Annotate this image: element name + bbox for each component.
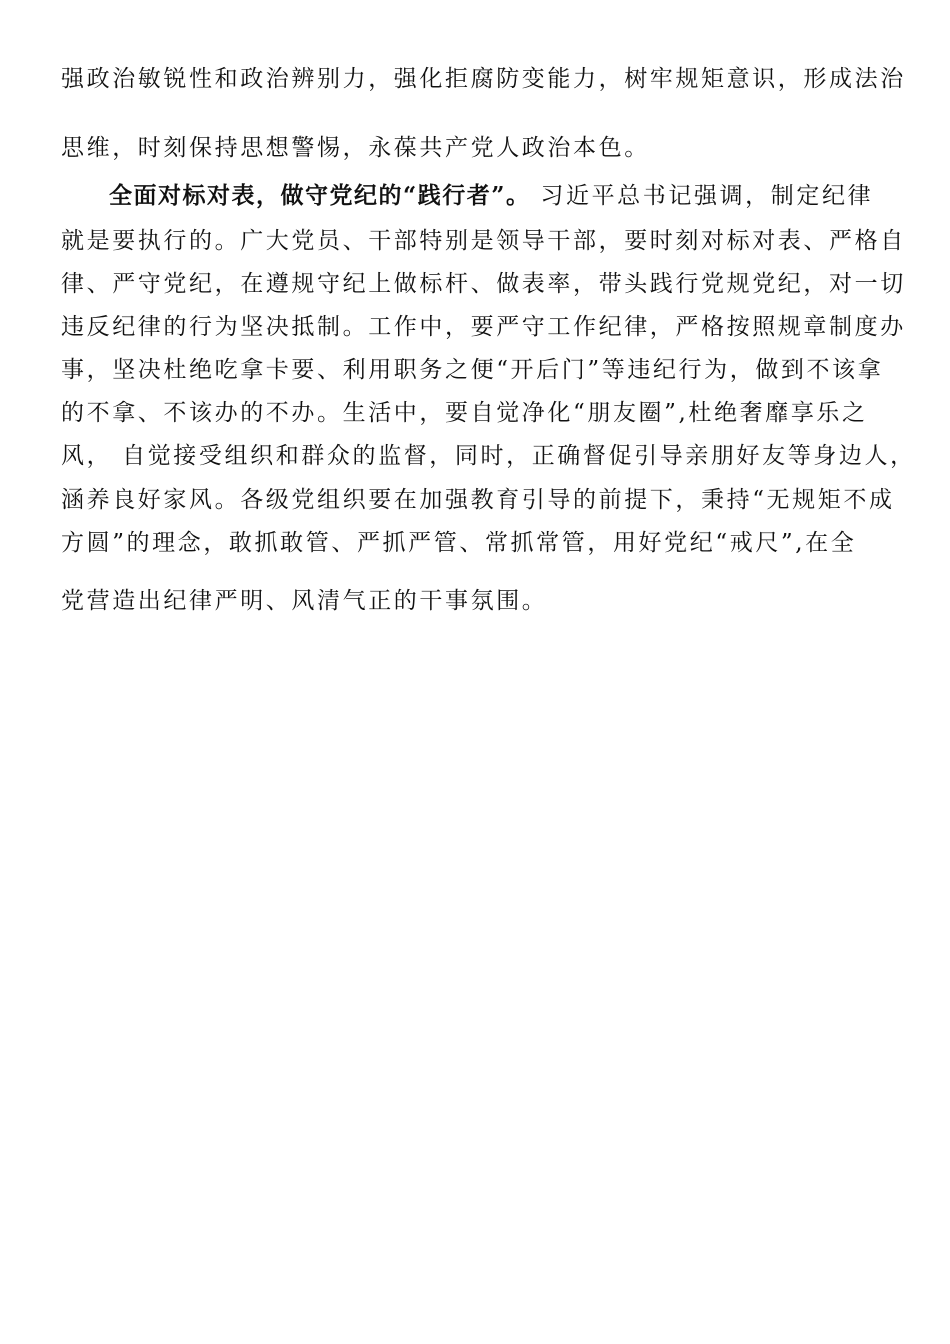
paragraph-1-line-2: 思维，时刻保持思想警惕，永葆共产党人政治本色。 bbox=[61, 135, 650, 161]
paragraph-1-line-1: 强政治敏锐性和政治辨别力，强化拒腐防变能力，树牢规矩意识，形成法治 bbox=[61, 66, 906, 92]
paragraph-2-line-1 bbox=[109, 181, 901, 211]
paragraph-2-line-2: 就是要执行的。广大党员、干部特别是领导干部，要时刻对标对表、严格自 bbox=[61, 228, 906, 254]
paragraph-2-line-6: 的不拿、不该办的不办。生活中，要自觉净化“朋友圈”,杜绝奢靡享乐之 bbox=[61, 400, 868, 426]
paragraph-2-line-3: 律、严守党纪，在遵规守纪上做标杆、做表率，带头践行党规党纪，对一切 bbox=[61, 271, 906, 297]
paragraph-2-line-5: 事，坚决杜绝吃拿卡要、利用职务之便“开后门”等违纪行为，做到不该拿 bbox=[61, 357, 884, 383]
paragraph-2-line-9: 方圆”的理念，敢抓敢管、严抓严管、常抓常管，用好党纪“戒尺”,在全 bbox=[61, 530, 857, 556]
paragraph-2-line-10: 党营造出纪律严明、风清气正的干事氛围。 bbox=[61, 588, 548, 614]
paragraph-2-line-7: 风， 自觉接受组织和群众的监督，同时，正确督促引导亲朋好友等身边人， bbox=[61, 443, 916, 469]
paragraph-2-line-8: 涵养良好家风。各级党组织要在加强教育引导的前提下，秉持“无规矩不成 bbox=[61, 487, 895, 513]
paragraph-2-line-1-rest: 习近平总书记强调，制定纪律 bbox=[530, 183, 874, 209]
paragraph-2-heading: 全面对标对表，做守党纪的“践行者”。 bbox=[109, 182, 531, 209]
paragraph-2-line-4: 违反纪律的行为坚决抵制。工作中，要严守工作纪律，严格按照规章制度办 bbox=[61, 314, 906, 340]
